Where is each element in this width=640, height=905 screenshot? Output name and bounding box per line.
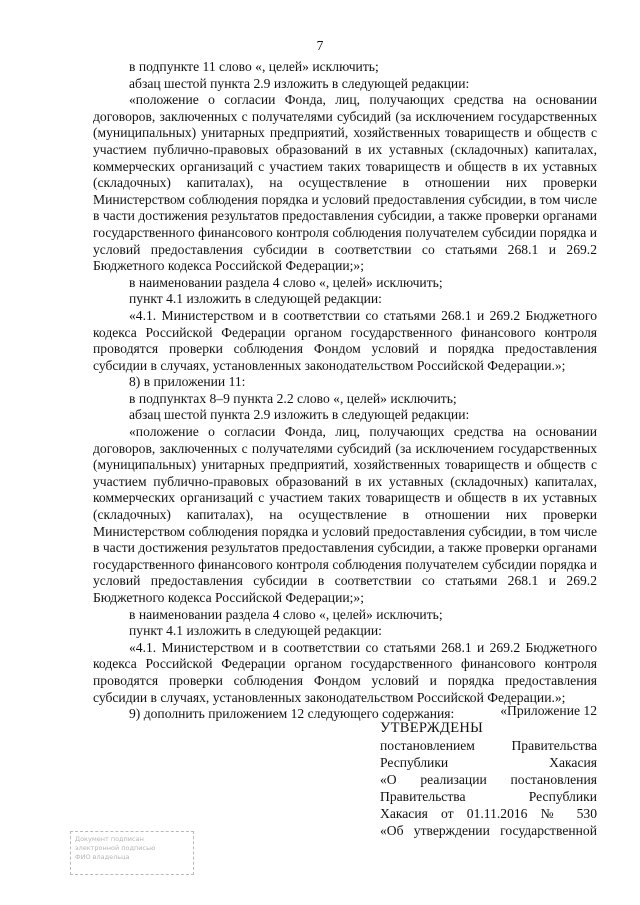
quoted-paragraph: «4.1. Министерством и в соответствии со статьями 268.1 и 269.2 Бюджетного кодекса Российской Федерации органом государственного финансового контроля проводятся проверки соблюдения Фондом условий и порядка предоставления субсидии в случаях, установленных законодательством Российской Федерации.»; (93, 307, 597, 373)
paragraph: в наименовании раздела 4 слово «, целей» исключить; (129, 606, 443, 622)
quoted-paragraph: «4.1. Министерством и в соответствии со статьями 268.1 и 269.2 Бюджетного кодекса Российской Федерации органом государственного финансового контроля проводятся проверки соблюдения Фондом условий и порядка предоставления субсидии в случаях, установленных законодательством Российской Федерации.»; (93, 639, 597, 705)
stamp-line: электронной подписью (75, 844, 156, 852)
paragraph: пункт 4.1 изложить в следующей редакции: (129, 623, 382, 639)
paragraph: в подпункте 11 слово «, целей» исключить; (129, 59, 379, 74)
approval-line: Хакасия от 01.11.2016 № 530 (380, 806, 597, 821)
approval-line: «О реализации постановления (380, 772, 597, 787)
quoted-paragraph: «положение о согласии Фонда, лиц, получающих средства на основании договоров, заключенных с получателями субсидий (за исключением государственных (муниципальных) унитарных предприятий, хозяйственных товариществ и обществ с участием публично-правовых образований в их уставных (складочных) капиталах, коммерческих организаций с участием таких товариществ и обществ в их уставных (складочных) капиталах), на осуществление в отношении них проверки Министерством соблюдения порядка и условий предоставления субсидии, в том числе в части достижения результатов предоставления субсидии, а также проверки органами государственного финансового контроля соблюдения получателем субсидии порядка и условий предоставления субсидии в соответствии со статьями 268.1 и 269.2 Бюджетного кодекса Российской Федерации;»; (93, 92, 597, 274)
paragraph: в подпунктах 8–9 пункта 2.2 слово «, целей» исключить; (129, 390, 457, 406)
paragraph: абзац шестой пункта 2.9 изложить в следующей редакции: (129, 75, 470, 91)
approval-line: «Об утверждении государственной (380, 823, 597, 838)
approval-line: Республики Хакасия (380, 755, 597, 770)
page-number: 7 (316, 38, 324, 53)
stamp-line: Документ подписан (75, 835, 144, 843)
signature-stamp (70, 831, 194, 875)
approval-line: Правительства Республики (380, 789, 597, 804)
paragraph: абзац шестой пункта 2.9 изложить в следующей редакции: (129, 407, 470, 423)
document-body (93, 59, 597, 723)
appendix-label: «Приложение 12 (500, 703, 597, 718)
approved-heading: УТВЕРЖДЕНЫ (380, 720, 484, 736)
paragraph: пункт 4.1 изложить в следующей редакции: (129, 291, 382, 307)
paragraph: в наименовании раздела 4 слово «, целей» исключить; (129, 274, 443, 290)
approval-block (380, 702, 597, 839)
stamp-line: ФИО владельца (75, 853, 130, 861)
quoted-paragraph: «положение о согласии Фонда, лиц, получающих средства на основании договоров, заключенных с получателями субсидий (за исключением государственных (муниципальных) унитарных предприятий, хозяйственных товариществ и обществ с участием публично-правовых образований в их уставных (складочных) капиталах, коммерческих организаций с участием таких товариществ и обществ в их уставных (складочных) капиталах), на осуществление в отношении них проверки Министерством соблюдения порядка и условий предоставления субсидии, в том числе в части достижения результатов предоставления субсидии, а также проверки органами государственного финансового контроля соблюдения получателем субсидии порядка и условий предоставления субсидии в соответствии со статьями 268.1 и 269.2 Бюджетного кодекса Российской Федерации;»; (93, 424, 597, 605)
numbered-item: 8) в приложении 11: (129, 374, 246, 390)
approval-line: постановлением Правительства (380, 738, 597, 753)
numbered-item: 9) дополнить приложением 12 следующего содержания: (129, 706, 455, 722)
